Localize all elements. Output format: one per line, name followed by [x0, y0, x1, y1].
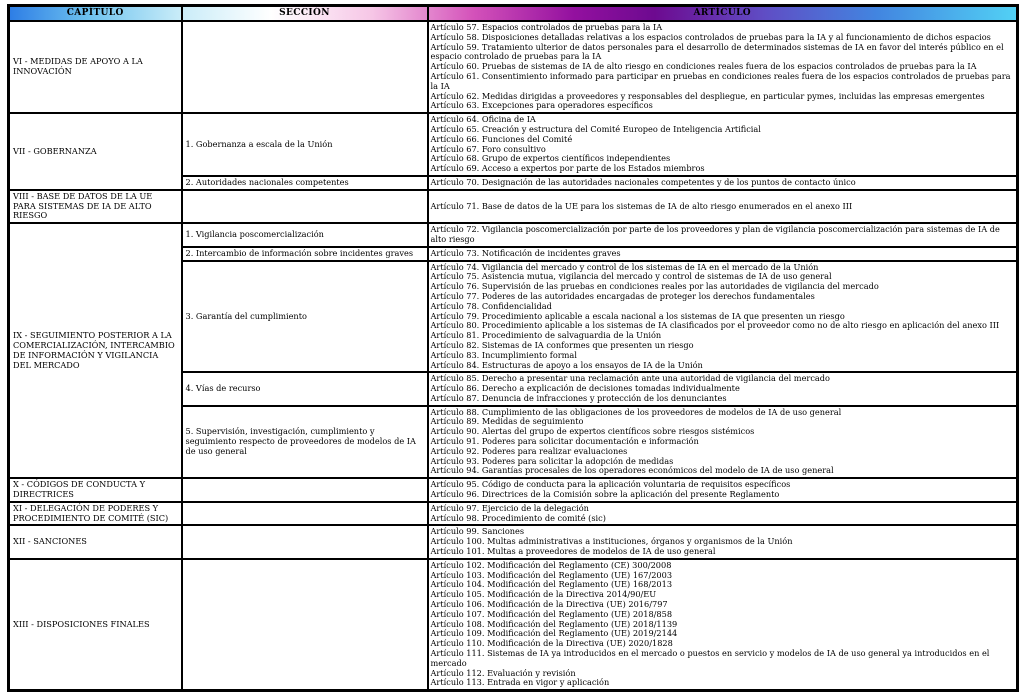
articles-cell: [428, 261, 1018, 373]
section-cell: 4. Vías de recurso: [182, 372, 428, 405]
articles-cell: [428, 247, 1018, 261]
chapter-cell: X - CÓDIGOS DE CONDUCTA Y DIRECTRICES: [9, 478, 182, 502]
chapter-cell: VII - GOBERNANZA: [9, 113, 182, 190]
article-item: Artículo 112. Evaluación y revisión: [430, 667, 576, 678]
column-header-articulo: ARTÍCULO: [428, 6, 1018, 22]
article-item: Artículo 108. Modificación del Reglamento (UE) 2018/1139: [430, 618, 678, 629]
article-item: Artículo 64. Oficina de IA: [430, 114, 536, 125]
toc-table-header: [9, 6, 1018, 22]
article-item: Artículo 94. Garantías procesales de los operadores económicos del modelo de IA de uso general: [430, 465, 834, 476]
chapter-cell: XIII - DISPOSICIONES FINALES: [9, 559, 182, 691]
articles-cell: [428, 113, 1018, 176]
article-item: Artículo 91. Poderes para solicitar documentación e información: [430, 436, 699, 447]
article-item: Artículo 63. Excepciones para operadores específicos: [430, 100, 653, 111]
section-cell: [182, 21, 428, 113]
article-item: Artículo 84. Estructuras de apoyo a los ensayos de IA de la Unión: [430, 359, 703, 370]
section-cell: [182, 525, 428, 558]
article-item: Artículo 88. Cumplimiento de las obligaciones de los proveedores de modelos de IA de uso general: [430, 406, 842, 417]
article-item: Artículo 99. Sanciones: [430, 526, 525, 537]
article-item: Artículo 74. Vigilancia del mercado y control de los sistemas de IA en el mercado de la Unión: [430, 261, 819, 272]
chapter-cell: IX - SEGUIMIENTO POSTERIOR A LA COMERCIALIZACIÓN, INTERCAMBIO DE INFORMACIÓN Y VIGILANCIA DEL MERCADO: [9, 223, 182, 478]
article-item: Artículo 96. Directrices de la Comisión sobre la aplicación del presente Reglamento: [430, 489, 780, 500]
article-item: Artículo 89. Medidas de seguimiento: [430, 416, 584, 427]
article-item: Artículo 65. Creación y estructura del Comité Europeo de Inteligencia Artificial: [430, 123, 761, 134]
toc-row: [9, 502, 1018, 526]
section-cell: 3. Garantía del cumplimiento: [182, 261, 428, 373]
article-item: Artículo 70. Designación de las autoridades nacionales competentes y de los puntos de contacto único: [430, 176, 856, 187]
article-item: Artículo 110. Modificación de la Directiva (UE) 2020/1828: [430, 638, 673, 649]
article-item: Artículo 68. Grupo de expertos científicos independientes: [430, 153, 671, 164]
article-item: Artículo 113. Entrada en vigor y aplicación: [430, 677, 610, 688]
articles-cell: [428, 478, 1018, 502]
article-item: Artículo 80. Procedimiento aplicable a los sistemas de IA clasificados por el proveedor como no de alto riesgo en aplicación del anexo III: [430, 320, 1000, 331]
article-item: Artículo 105. Modificación de la Directiva 2014/90/EU: [430, 589, 657, 600]
article-item: Artículo 66. Funciones del Comité: [430, 133, 573, 144]
section-cell: 5. Supervisión, investigación, cumplimiento y seguimiento respecto de proveedores de modelos de IA de uso general: [182, 406, 428, 479]
article-item: Artículo 83. Incumplimiento formal: [430, 349, 577, 360]
section-cell: 2. Intercambio de información sobre incidentes graves: [182, 247, 428, 261]
article-item: Artículo 111. Sistemas de IA ya introducidos en el mercado o puestos en servicio y modelos de IA de uso general ya introducidos en el mercado: [430, 648, 990, 668]
article-item: Artículo 62. Medidas dirigidas a proveedores y responsables del despliegue, en particular pymes, incluidas las empresas emergentes: [430, 90, 985, 101]
article-item: Artículo 57. Espacios controlados de pruebas para la IA: [430, 22, 663, 32]
chapter-cell: XII - SANCIONES: [9, 525, 182, 558]
article-item: Artículo 69. Acceso a expertos por parte de los Estados miembros: [430, 163, 705, 174]
article-item: Artículo 77. Poderes de las autoridades encargadas de proteger los derechos fundamentales: [430, 290, 815, 301]
article-item: Artículo 107. Modificación del Reglamento (UE) 2018/858: [430, 608, 673, 619]
section-cell: 1. Gobernanza a escala de la Unión: [182, 113, 428, 176]
article-item: Artículo 106. Modificación de la Directiva (UE) 2016/797: [430, 599, 668, 610]
article-item: Artículo 82. Sistemas de IA conformes que presenten un riesgo: [430, 339, 694, 350]
chapter-cell: XI - DELEGACIÓN DE PODERES Y PROCEDIMIENTO DE COMITÉ (SIC): [9, 502, 182, 526]
article-item: Artículo 72. Vigilancia poscomercialización por parte de los proveedores y plan de vigilancia poscomercialización para sistemas de IA de alto riesgo: [430, 224, 1000, 244]
article-item: Artículo 81. Procedimiento de salvaguardia de la Unión: [430, 330, 662, 341]
articles-cell: [428, 525, 1018, 558]
article-item: Artículo 93. Poderes para solicitar la adopción de medidas: [430, 455, 674, 466]
toc-row: [9, 223, 1018, 247]
toc-row: [9, 559, 1018, 691]
articles-cell: [428, 223, 1018, 247]
column-header-capitulo: CAPÍTULO: [9, 6, 182, 22]
article-item: Artículo 79. Procedimiento aplicable a escala nacional a los sistemas de IA que presenten un riesgo: [430, 310, 845, 321]
article-item: Artículo 61. Consentimiento informado para participar en pruebas en condiciones reales fuera de los espacios controlados de pruebas para la IA: [430, 70, 1011, 91]
article-item: Artículo 109. Modificación del Reglamento (UE) 2019/2144: [430, 628, 678, 639]
articles-cell: [428, 559, 1018, 691]
article-item: Artículo 104. Modificación del Reglamento (UE) 168/2013: [430, 579, 673, 590]
article-item: Artículo 87. Denuncia de infracciones y protección de los denunciantes: [430, 392, 727, 403]
article-item: Artículo 75. Asistencia mutua, vigilancia del mercado y control de sistemas de IA de uso general: [430, 271, 832, 282]
section-cell: 1. Vigilancia poscomercialización: [182, 223, 428, 247]
article-item: Artículo 90. Alertas del grupo de expertos científicos sobre riesgos sistémicos: [430, 426, 755, 437]
article-item: Artículo 95. Código de conducta para la aplicación voluntaria de requisitos específicos: [430, 479, 791, 490]
toc-row: [9, 190, 1018, 223]
articles-cell: [428, 372, 1018, 405]
section-cell: [182, 478, 428, 502]
article-item: Artículo 76. Supervisión de las pruebas en condiciones reales por las autoridades de vigilancia del mercado: [430, 281, 879, 292]
section-cell: [182, 190, 428, 223]
toc-row: [9, 113, 1018, 176]
section-cell: 2. Autoridades nacionales competentes: [182, 176, 428, 190]
articles-cell: [428, 176, 1018, 190]
header-row: [9, 6, 1018, 22]
article-item: Artículo 71. Base de datos de la UE para los sistemas de IA de alto riesgo enumerados en el anexo III: [430, 200, 853, 211]
chapter-cell: VI - MEDIDAS DE APOYO A LA INNOVACIÓN: [9, 21, 182, 113]
articles-cell: [428, 190, 1018, 223]
chapter-cell: VIII - BASE DE DATOS DE LA UE PARA SISTEMAS DE IA DE ALTO RIESGO: [9, 190, 182, 223]
toc-row: [9, 21, 1018, 113]
column-header-seccion: SECCIÓN: [182, 6, 428, 22]
article-item: Artículo 73. Notificación de incidentes graves: [430, 247, 621, 258]
article-item: Artículo 101. Multas a proveedores de modelos de IA de uso general: [430, 546, 716, 557]
toc-row: [9, 478, 1018, 502]
section-cell: [182, 502, 428, 526]
articles-cell: [428, 502, 1018, 526]
article-item: Artículo 102. Modificación del Reglamento (CE) 300/2008: [430, 559, 672, 570]
article-item: Artículo 98. Procedimiento de comité (sic): [430, 512, 606, 523]
toc-table-body: [9, 21, 1018, 691]
article-item: Artículo 86. Derecho a explicación de decisiones tomadas individualmente: [430, 383, 740, 394]
section-cell: [182, 559, 428, 691]
article-item: Artículo 58. Disposiciones detalladas relativas a los espacios controlados de pruebas para la IA y al funcionamiento de dichos espacios: [430, 31, 991, 42]
article-item: Artículo 78. Confidencialidad: [430, 300, 552, 311]
articles-cell: [428, 406, 1018, 479]
toc-table: [7, 4, 1019, 692]
article-item: Artículo 103. Modificación del Reglamento (UE) 167/2003: [430, 569, 673, 580]
toc-row: [9, 525, 1018, 558]
article-item: Artículo 100. Multas administrativas a instituciones, órganos y organismos de la Unión: [430, 536, 793, 547]
article-item: Artículo 97. Ejercicio de la delegación: [430, 502, 589, 513]
article-item: Artículo 60. Pruebas de sistemas de IA de alto riesgo en condiciones reales fuera de los espacios controlados de pruebas para la IA: [430, 61, 977, 72]
article-item: Artículo 59. Tratamiento ulterior de datos personales para el desarrollo de determinados sistemas de IA en favor del interés público en el espacio controlado de pruebas para la IA: [430, 41, 1004, 62]
article-item: Artículo 67. Foro consultivo: [430, 143, 546, 154]
articles-cell: [428, 21, 1018, 113]
article-item: Artículo 85. Derecho a presentar una reclamación ante una autoridad de vigilancia del mercado: [430, 373, 830, 384]
article-item: Artículo 92. Poderes para realizar evaluaciones: [430, 445, 628, 456]
